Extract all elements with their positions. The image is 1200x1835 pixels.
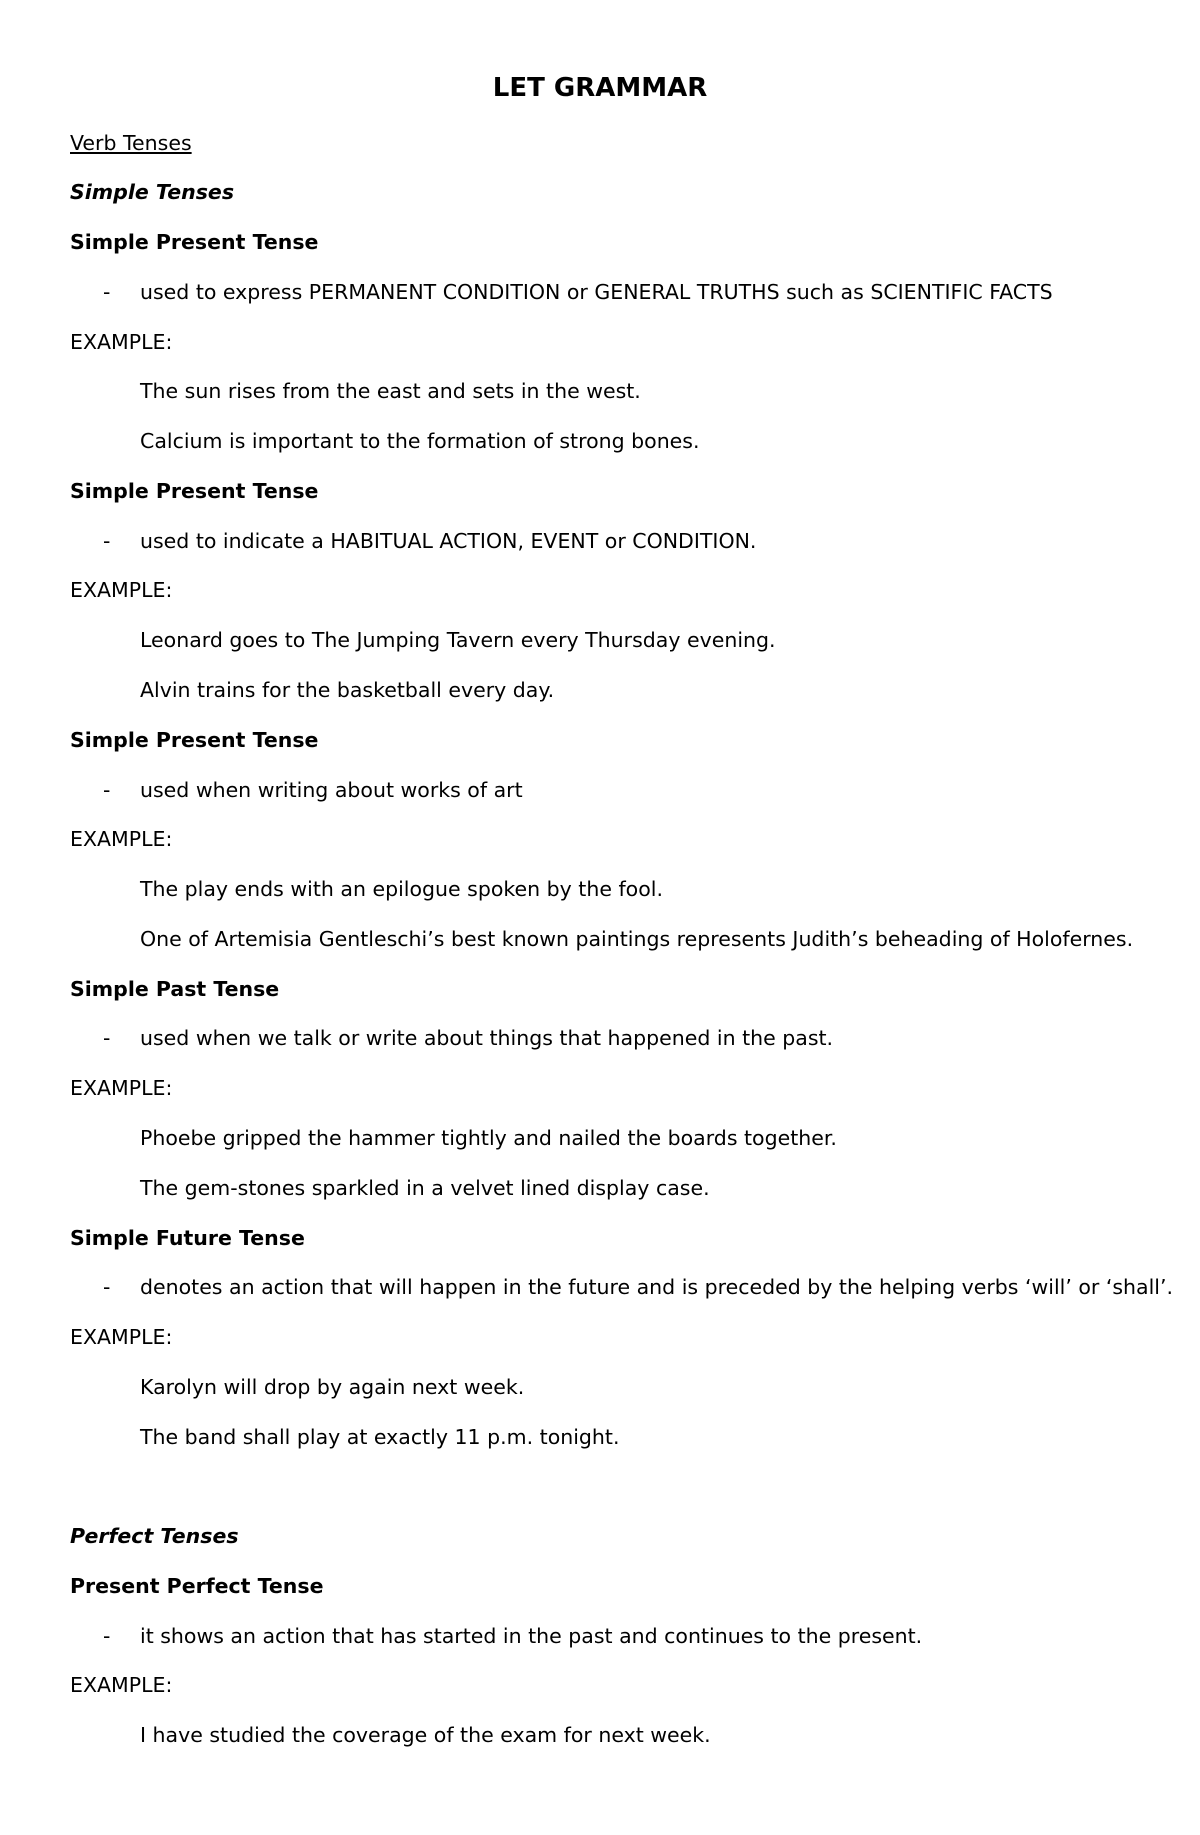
- tense-description: used to indicate a HABITUAL ACTION, EVENT or CONDITION.: [140, 529, 757, 553]
- bullet-dash: -: [103, 529, 111, 553]
- tense-description: used when we talk or write about things that happened in the past.: [140, 1026, 834, 1050]
- tense-description: it shows an action that has started in the past and continues to the present.: [140, 1624, 923, 1648]
- example-label: EXAMPLE:: [70, 827, 173, 851]
- tense-heading: Simple Present Tense: [70, 230, 319, 254]
- bullet-dash: -: [103, 1275, 111, 1299]
- bullet-dash: -: [103, 1624, 111, 1648]
- tense-description: denotes an action that will happen in the future and is preceded by the helping verbs ‘will’ or ‘shall’.: [140, 1275, 1174, 1299]
- bullet-dash: -: [103, 778, 111, 802]
- example-sentence: The gem-stones sparkled in a velvet lined display case.: [140, 1176, 710, 1200]
- example-sentence: One of Artemisia Gentleschi’s best known paintings represents Judith’s beheading of Holofernes.: [140, 927, 1134, 951]
- page-title: LET GRAMMAR: [492, 73, 708, 103]
- tense-description: used to express PERMANENT CONDITION or GENERAL TRUTHS such as SCIENTIFIC FACTS: [140, 280, 1053, 304]
- example-label: EXAMPLE:: [70, 1673, 173, 1697]
- example-sentence: I have studied the coverage of the exam for next week.: [140, 1723, 711, 1747]
- tense-heading: Simple Present Tense: [70, 728, 319, 752]
- subsection-heading-perfect: Perfect Tenses: [70, 1524, 239, 1548]
- example-label: EXAMPLE:: [70, 578, 173, 602]
- example-sentence: Leonard goes to The Jumping Tavern every Thursday evening.: [140, 628, 776, 652]
- example-sentence: Alvin trains for the basketball every day.: [140, 678, 555, 702]
- example-sentence: Karolyn will drop by again next week.: [140, 1375, 525, 1399]
- tense-heading: Simple Future Tense: [70, 1226, 305, 1250]
- example-label: EXAMPLE:: [70, 330, 173, 354]
- example-sentence: The band shall play at exactly 11 p.m. tonight.: [140, 1425, 620, 1449]
- tense-heading: Simple Past Tense: [70, 977, 280, 1001]
- example-sentence: The play ends with an epilogue spoken by the fool.: [140, 877, 663, 901]
- example-label: EXAMPLE:: [70, 1076, 173, 1100]
- example-label: EXAMPLE:: [70, 1325, 173, 1349]
- tense-description: used when writing about works of art: [140, 778, 523, 802]
- example-sentence: The sun rises from the east and sets in the west.: [140, 379, 641, 403]
- bullet-dash: -: [103, 1026, 111, 1050]
- example-sentence: Calcium is important to the formation of strong bones.: [140, 429, 700, 453]
- example-sentence: Phoebe gripped the hammer tightly and nailed the boards together.: [140, 1126, 837, 1150]
- bullet-dash: -: [103, 280, 111, 304]
- tense-heading: Present Perfect Tense: [70, 1574, 324, 1598]
- subsection-heading-simple: Simple Tenses: [70, 180, 235, 204]
- tense-heading: Simple Present Tense: [70, 479, 319, 503]
- section-heading: Verb Tenses: [70, 131, 192, 155]
